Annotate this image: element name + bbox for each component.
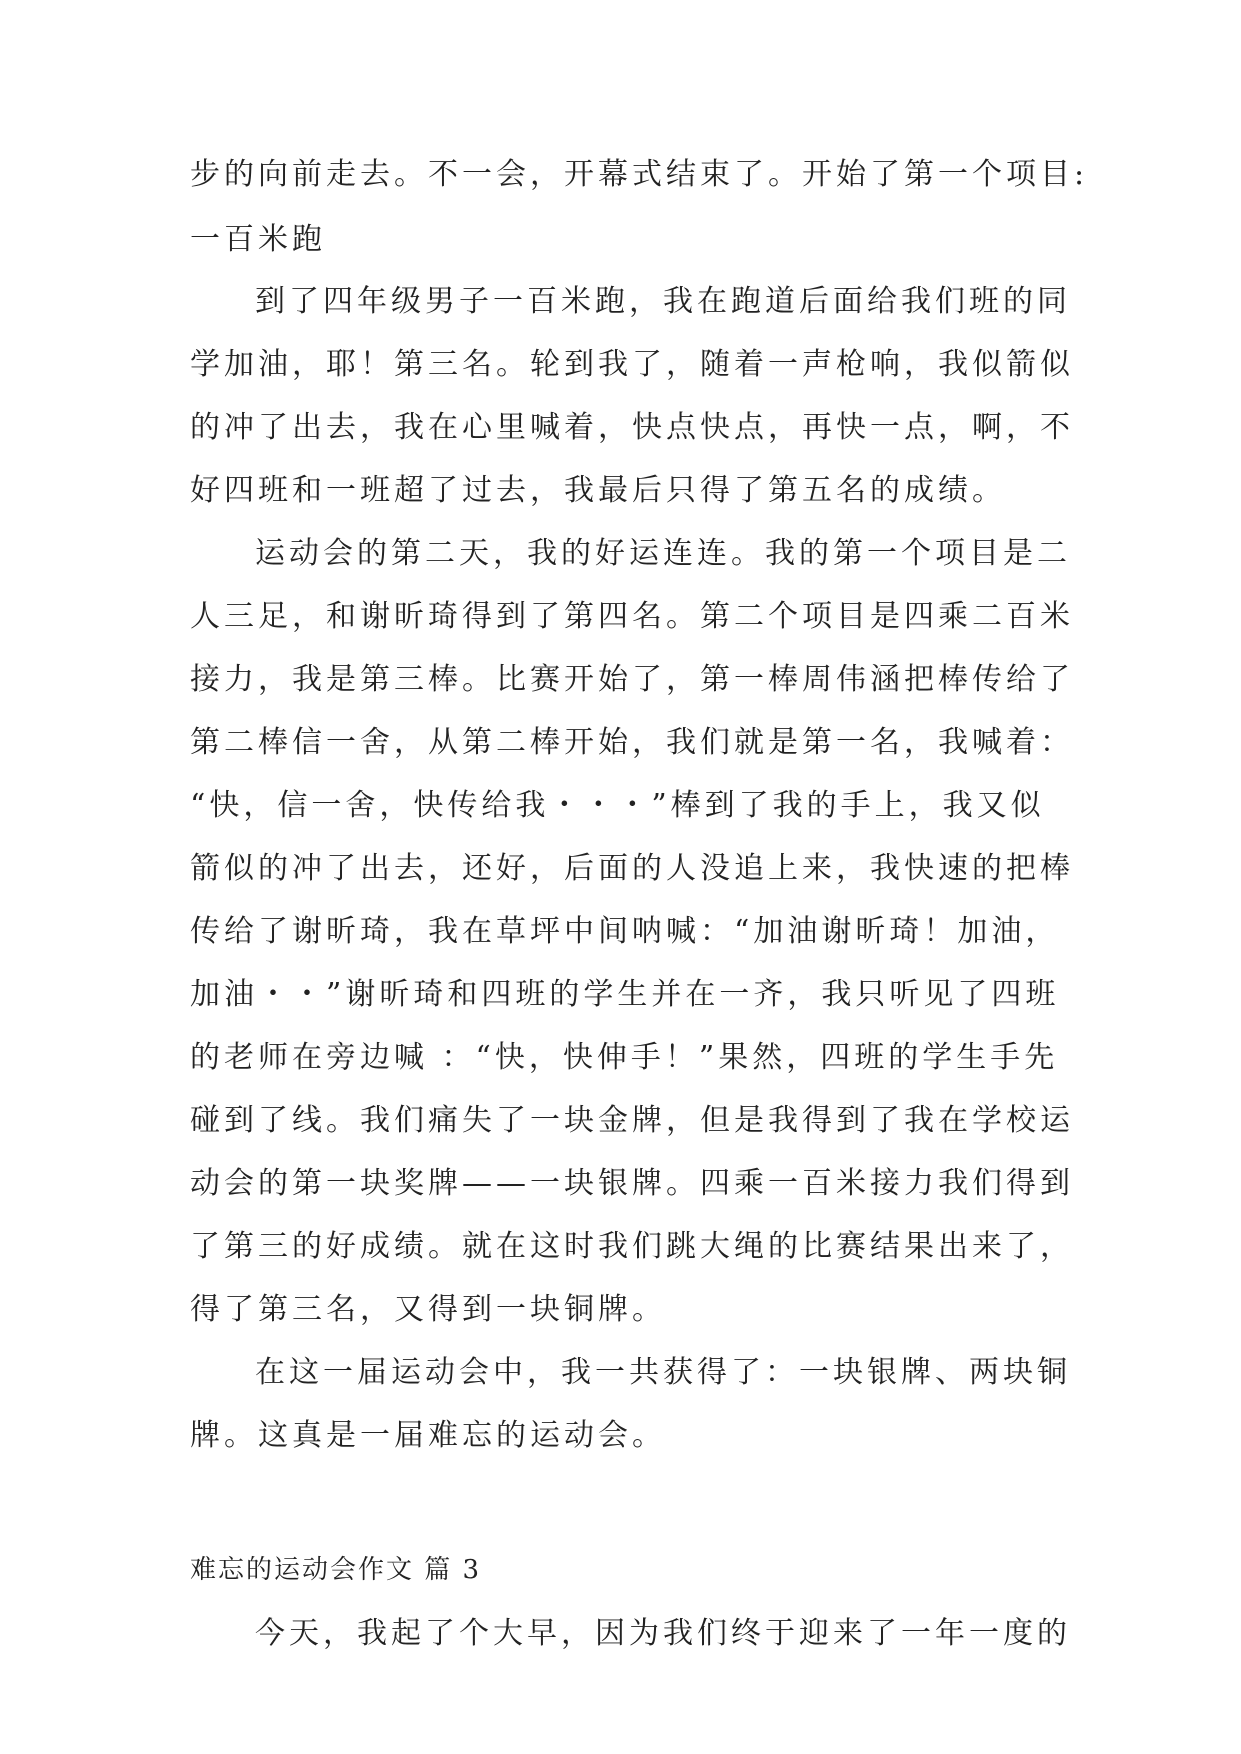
text-line: 步的向前走去。不一会，开幕式结束了。开始了第一个项目: [190,157,1089,192]
paragraph-start-line: 今天，我起了个大早，因为我们终于迎来了一年一度的 [255,1616,1071,1651]
section-heading: 难忘的运动会作文 篇 3 [190,1555,482,1585]
text-line: 箭似的冲了出去，还好，后面的人没追上来，我快速的把棒 [190,851,1074,886]
text-line: 传给了谢昕琦，我在草坪中间呐喊：“加油谢昕琦！加油， [190,914,1060,949]
text-line: 加油・・”谢昕琦和四班的学生并在一齐，我只听见了四班 [190,977,1060,1012]
text-line: 碰到了线。我们痛失了一块金牌，但是我得到了我在学校运 [190,1103,1074,1138]
text-line: 的老师在旁边喊 ：“快，快伸手！”果然，四班的学生手先 [190,1040,1059,1075]
text-line: 动会的第一块奖牌——一块银牌。四乘一百米接力我们得到 [190,1166,1074,1201]
text-line: 一百米跑 [190,222,326,257]
text-line: 牌。这真是一届难忘的运动会。 [190,1418,666,1453]
text-line: 了第三的好成绩。就在这时我们跳大绳的比赛结果出来了， [190,1229,1074,1264]
text-line: 人三足，和谢昕琦得到了第四名。第二个项目是四乘二百米 [190,599,1074,634]
text-line: 第二棒信一舍，从第二棒开始，我们就是第一名，我喊着： [190,725,1074,760]
paragraph-start-line: 运动会的第二天，我的好运连连。我的第一个项目是二 [255,536,1071,571]
paragraph-start-line: 在这一届运动会中，我一共获得了：一块银牌、两块铜 [255,1355,1071,1390]
text-line: 的冲了出去，我在心里喊着，快点快点，再快一点，啊，不 [190,410,1074,445]
text-line: 好四班和一班超了过去，我最后只得了第五名的成绩。 [190,473,1006,508]
text-line: “快，信一舍，快传给我・・・”棒到了我的手上，我又似 [190,788,1045,823]
text-line: 得了第三名，又得到一块铜牌。 [190,1292,666,1327]
text-line: 学加油，耶！第三名。轮到我了，随着一声枪响，我似箭似 [190,347,1074,382]
paragraph-start-line: 到了四年级男子一百米跑，我在跑道后面给我们班的同 [255,284,1071,319]
text-line: 接力，我是第三棒。比赛开始了，第一棒周伟涵把棒传给了 [190,662,1074,697]
